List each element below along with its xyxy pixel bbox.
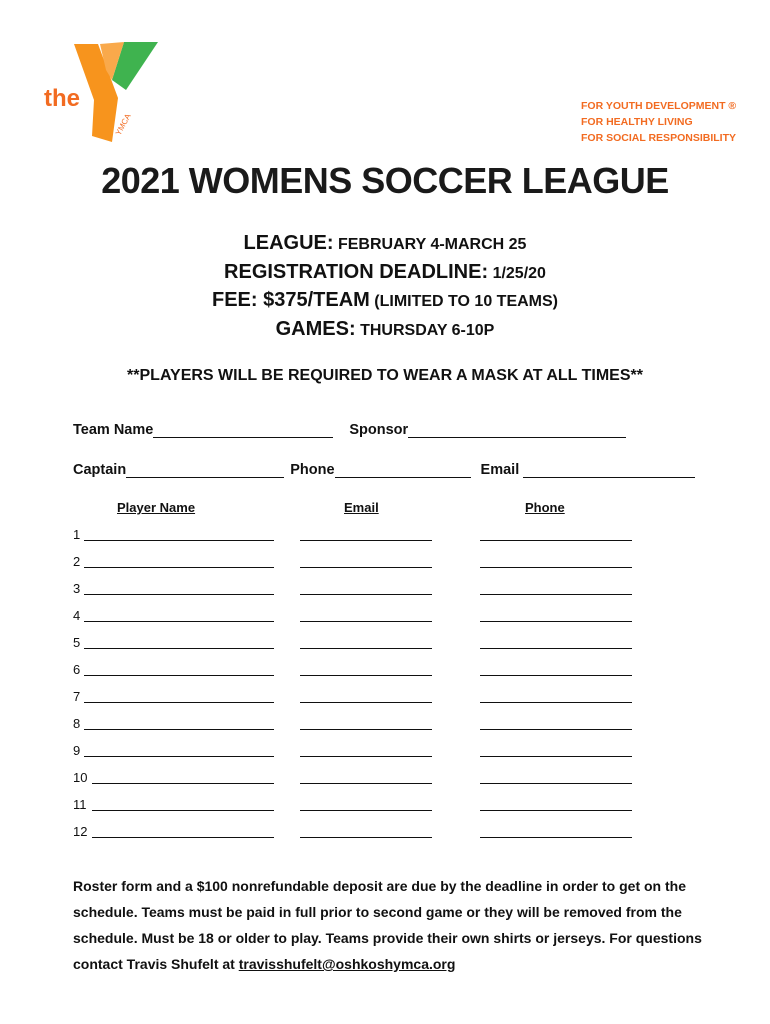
row-number: 9 <box>73 743 81 758</box>
league-dates <box>0 230 770 259</box>
player-email-field[interactable] <box>300 729 432 730</box>
team-name-field[interactable] <box>153 423 333 438</box>
player-email-field[interactable] <box>300 702 432 703</box>
player-name-field[interactable] <box>84 756 274 757</box>
deadline-value: 1/25/20 <box>492 264 546 282</box>
row-number: 6 <box>73 662 81 677</box>
player-phone-field[interactable] <box>480 567 632 568</box>
table-row <box>73 659 693 679</box>
row-number: 12 <box>73 824 88 839</box>
captain-field[interactable] <box>126 463 284 478</box>
games-label: GAMES: <box>275 317 356 340</box>
row-number: 10 <box>73 770 88 785</box>
tagline-line-1: FOR YOUTH DEVELOPMENT ® <box>581 100 737 112</box>
table-row <box>73 632 693 652</box>
sponsor-field[interactable] <box>408 423 626 438</box>
table-row <box>73 551 693 571</box>
team-name-label: Team Name <box>73 422 154 438</box>
player-phone-field[interactable] <box>480 594 632 595</box>
player-name-field[interactable] <box>92 837 274 838</box>
player-email-field[interactable] <box>300 621 432 622</box>
player-email-field[interactable] <box>300 810 432 811</box>
player-phone-field[interactable] <box>480 702 632 703</box>
table-row <box>73 713 693 733</box>
league-value: FEBRUARY 4-MARCH 25 <box>337 236 527 253</box>
league-info <box>0 230 770 344</box>
player-email-field[interactable] <box>300 675 432 676</box>
player-email-field[interactable] <box>300 648 432 649</box>
table-row <box>73 524 693 544</box>
table-row <box>73 686 693 706</box>
row-number: 2 <box>73 554 81 569</box>
player-phone-field[interactable] <box>480 837 632 838</box>
player-name-field[interactable] <box>84 675 274 676</box>
captain-phone-label: Phone <box>290 462 335 478</box>
player-email-field[interactable] <box>300 783 432 784</box>
player-email-field[interactable] <box>300 540 432 541</box>
footer-text: Roster form and a $100 nonrefundable deposit are due by the deadline in order to get on the schedule. Teams must be paid in full prior to second game or they will be removed from the schedule. Must be 18 or older to play. Teams provide their own shirts or jerseys. For questions contact Travis Shufelt at <box>73 878 702 972</box>
player-name-field[interactable] <box>84 729 274 730</box>
table-row <box>73 794 693 814</box>
email-header: Email <box>344 500 379 515</box>
player-name-field[interactable] <box>84 540 274 541</box>
player-email-field[interactable] <box>300 594 432 595</box>
row-number: 4 <box>73 608 81 623</box>
player-email-field[interactable] <box>300 756 432 757</box>
player-email-field[interactable] <box>300 837 432 838</box>
player-phone-field[interactable] <box>480 729 632 730</box>
captain-email-label: Email <box>480 462 520 478</box>
table-row <box>73 821 693 841</box>
contact-email-link[interactable]: travisshufelt@oshkoshymca.org <box>238 956 456 972</box>
ymca-logo-mark <box>40 40 170 150</box>
player-phone-field[interactable] <box>480 648 632 649</box>
logo-word: the <box>44 85 80 112</box>
game-schedule <box>0 316 770 345</box>
mask-notice: **PLAYERS WILL BE REQUIRED TO WEAR A MASK AT ALL TIMES** <box>127 367 643 384</box>
row-number: 11 <box>73 797 87 812</box>
tagline-line-3: FOR SOCIAL RESPONSIBILITY <box>581 132 736 144</box>
games-value: THURSDAY 6-10P <box>360 321 495 339</box>
tagline-line-2: FOR HEALTHY LIVING <box>581 116 693 128</box>
phone-header: Phone <box>525 500 565 515</box>
deadline-label: REGISTRATION DEADLINE: <box>224 260 489 283</box>
table-row <box>73 740 693 760</box>
table-row <box>73 605 693 625</box>
player-phone-field[interactable] <box>480 621 632 622</box>
row-number: 1 <box>73 527 81 542</box>
league-label: LEAGUE: <box>243 232 334 254</box>
player-name-header: Player Name <box>117 500 196 515</box>
player-phone-field[interactable] <box>480 675 632 676</box>
fee-value: (LIMITED TO 10 TEAMS) <box>374 293 558 310</box>
player-name-field[interactable] <box>84 702 274 703</box>
team-info-row <box>73 422 632 438</box>
player-phone-field[interactable] <box>480 810 632 811</box>
captain-phone-field[interactable] <box>335 463 471 478</box>
table-row <box>73 767 693 787</box>
player-email-field[interactable] <box>300 567 432 568</box>
ymca-logo <box>40 40 170 150</box>
player-name-field[interactable] <box>84 594 274 595</box>
captain-label: Captain <box>73 462 127 478</box>
team-fee <box>0 287 770 316</box>
logo-mark-text: YMCA <box>113 112 133 137</box>
player-phone-field[interactable] <box>480 783 632 784</box>
player-name-field[interactable] <box>92 810 274 811</box>
sponsor-label: Sponsor <box>349 422 409 438</box>
player-phone-field[interactable] <box>480 756 632 757</box>
fee-label: FEE: $375/TEAM <box>212 289 370 311</box>
captain-info-row <box>73 462 701 478</box>
row-number: 3 <box>73 581 81 596</box>
player-name-field[interactable] <box>84 621 274 622</box>
registration-deadline <box>0 259 770 288</box>
row-number: 7 <box>73 689 81 704</box>
player-name-field[interactable] <box>84 567 274 568</box>
captain-email-field[interactable] <box>523 463 695 478</box>
tagline <box>581 98 736 146</box>
row-number: 8 <box>73 716 81 731</box>
footer-note <box>73 873 723 977</box>
player-name-field[interactable] <box>92 783 274 784</box>
player-phone-field[interactable] <box>480 540 632 541</box>
player-name-field[interactable] <box>84 648 274 649</box>
page-title: 2021 WOMENS SOCCER LEAGUE <box>101 160 669 201</box>
table-row <box>73 578 693 598</box>
row-number: 5 <box>73 635 81 650</box>
